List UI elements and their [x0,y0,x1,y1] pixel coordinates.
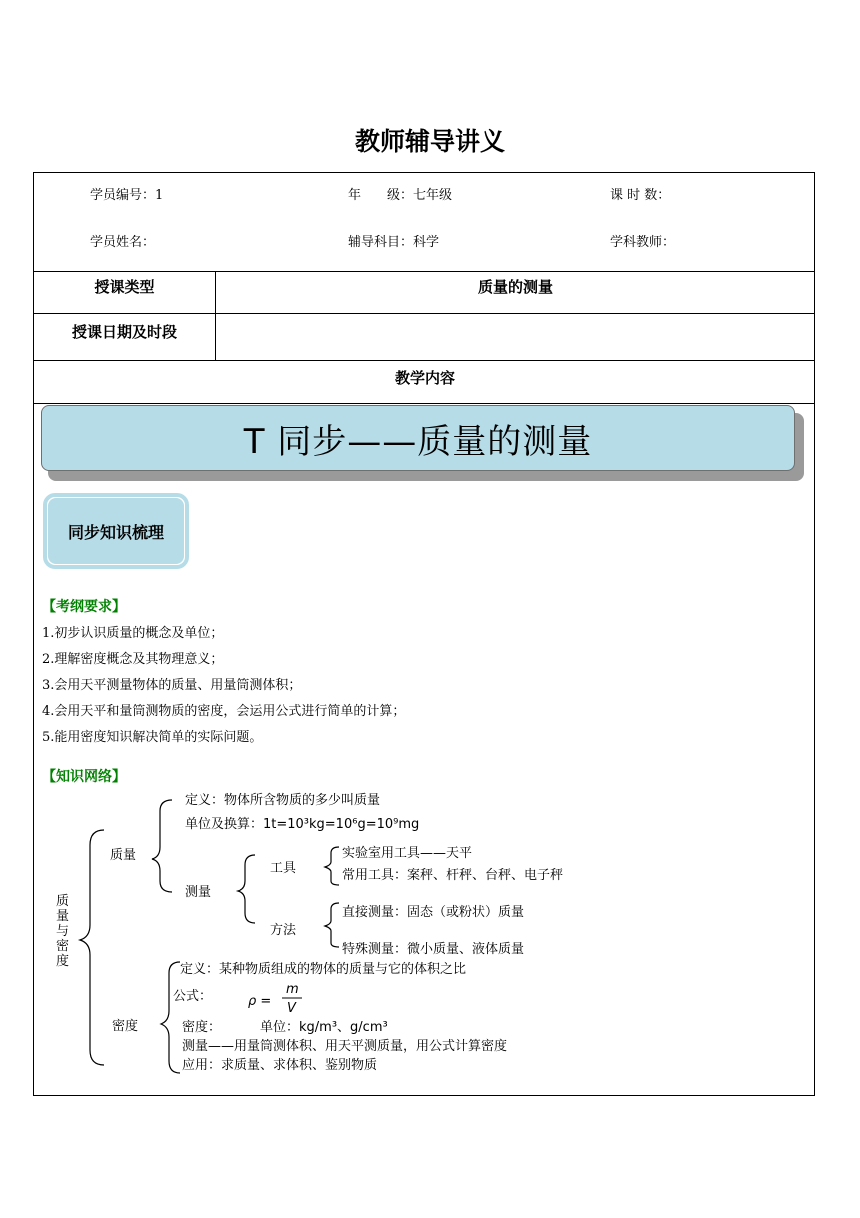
requirement-item: 2.理解密度概念及其物理意义； [42,652,224,667]
network-heading: 【知识网络】 [42,769,126,785]
method-special: 特殊测量：微小质量、液体质量 [342,942,525,957]
tool-common: 常用工具：案秤、杆秤、台秤、电子秤 [342,868,564,883]
section-banner: T 同步——质量的测量 [41,405,795,471]
tool-brace [325,847,339,885]
divider [34,360,814,361]
divider [34,271,814,272]
requirement-item: 5.能用密度知识解决简单的实际问题。 [42,730,263,745]
mass-definition: 定义：物体所含物质的多少叫质量 [185,793,381,808]
density-brace [161,962,180,1073]
mass-node: 质量 [110,848,137,863]
content-label: 教学内容 [394,369,455,387]
method-brace [325,903,339,947]
requirement-item: 1.初步认识质量的概念及单位； [42,626,224,641]
method-node: 方法 [270,923,297,938]
subject: 辅导科目：科学 [348,235,440,250]
class-hours: 课 时 数： [610,188,671,203]
page-title: 教师辅导讲义 [354,127,505,156]
divider [34,403,814,404]
student-name: 学员姓名： [90,235,156,250]
requirement-item: 3.会用天平测量物体的质量、用量筒测体积； [42,678,302,693]
measure-brace [238,855,255,923]
root-brace [80,830,104,1065]
formula-m: m [286,982,299,997]
divider [34,313,814,314]
type-label: 授课类型 [94,278,155,296]
density-node: 密度 [112,1019,139,1034]
section-badge: 同步知识梳理 [48,498,184,564]
formula-v: V [287,1001,296,1016]
root-node: 质量与密度 [56,894,70,969]
density-definition: 定义：某种物质组成的物体的质量与它的体积之比 [180,962,467,977]
student-no: 学员编号：1 [90,188,164,203]
tool-node: 工具 [270,861,297,876]
requirement-item: 4.会用天平和量筒测物质的密度，会运用公式进行简单的计算； [42,704,406,719]
method-direct: 直接测量：固态（或粉状）质量 [342,905,525,920]
type-value: 质量的测量 [477,278,553,296]
teacher: 学科教师： [610,235,676,250]
tool-lab: 实验室用工具——天平 [342,846,473,861]
root-label [56,894,69,969]
mass-brace [152,800,172,892]
density-apply: 应用：求质量、求体积、鉴别物质 [182,1058,378,1073]
density-label: 密度： [182,1020,222,1035]
mass-unit: 单位及换算：1t=10³kg=10⁶g=10⁹mg [185,817,420,832]
density-unit: 单位：kg/m³、g/cm³ [260,1020,388,1035]
requirements-heading: 【考纲要求】 [42,599,126,615]
lesson-table [33,172,815,1096]
grade: 年 级：七年级 [348,188,453,203]
density-measure: 测量——用量筒测体积、用天平测质量，用公式计算密度 [182,1039,508,1054]
knowledge-network-diagram [52,785,702,1083]
measure-node: 测量 [185,885,212,900]
formula-rho: ρ = [248,994,272,1009]
formula-label: 公式： [173,989,213,1004]
date-label: 授课日期及时段 [71,323,177,341]
